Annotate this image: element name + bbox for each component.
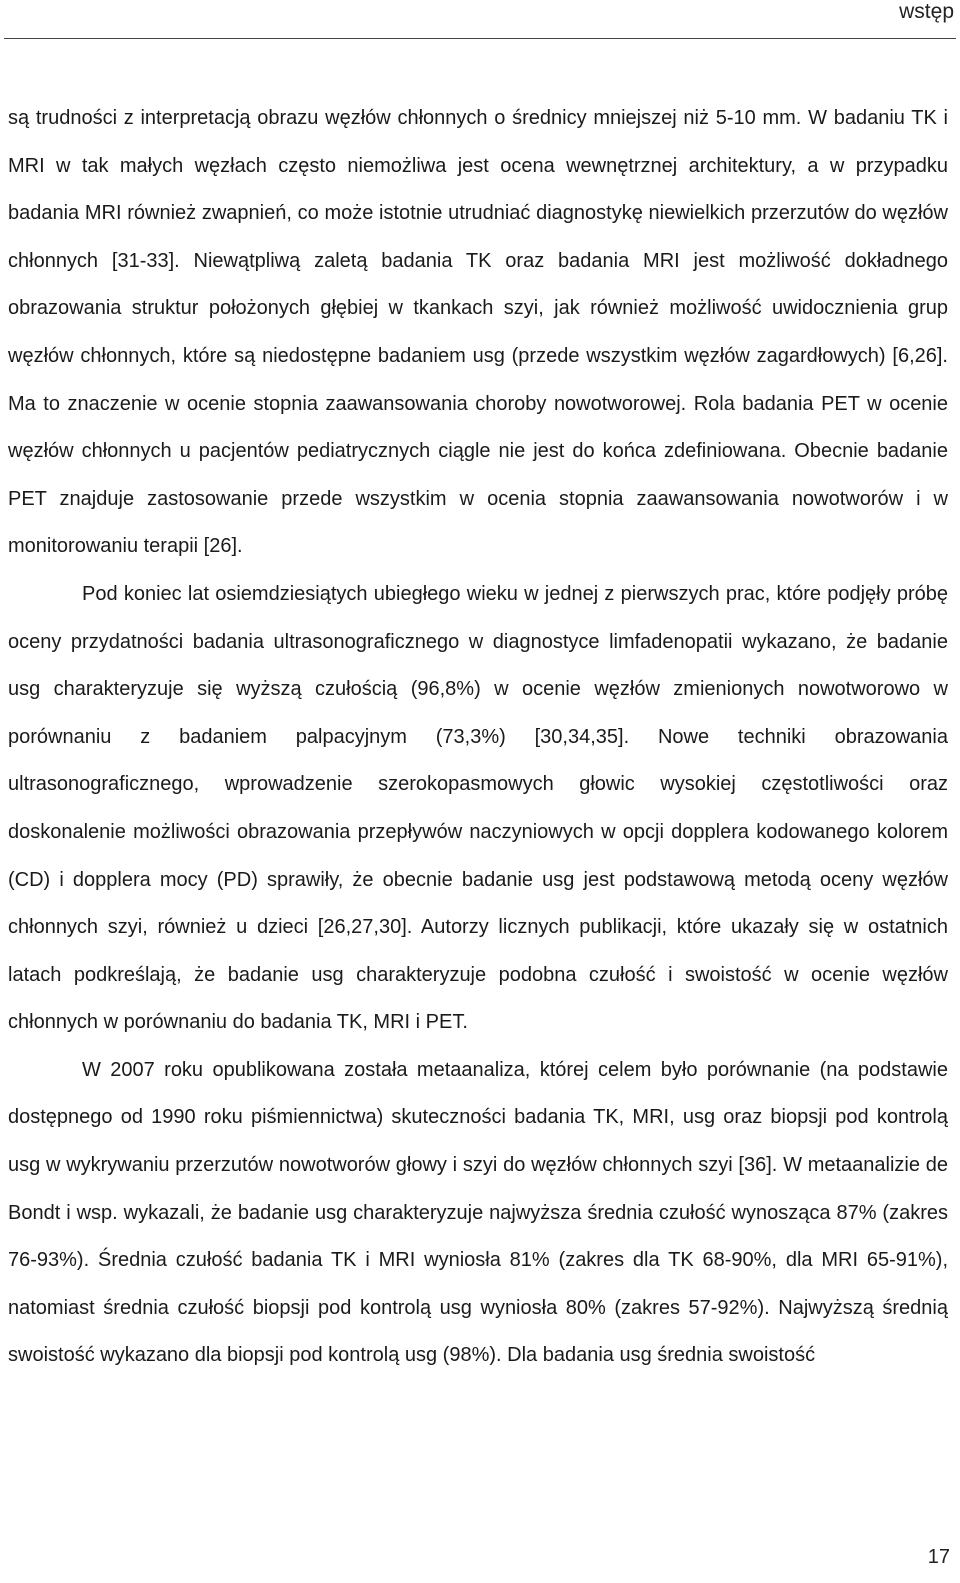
paragraph-3: W 2007 roku opublikowana została metaanaliza, której celem było porównanie (na podstawie dostępnego od 1990 roku piśmiennictwa) skuteczności badania TK, MRI, usg oraz biopsji pod kontrolą usg w wykrywaniu przerzutów nowotworów głowy i szyi do węzłów chłonnych szyi [36]. W metaanalizie de Bondt i wsp. wykazali, że badanie usg charakteryzuje najwyższa średnia czułość wynosząca 87% (zakres 76-93%). Średnia czułość badania TK i MRI wyniosła 81% (zakres dla TK 68-90%, dla MRI 65-91%), natomiast średnia czułość biopsji pod kontrolą usg wyniosła 80% (zakres 57-92%). Najwyższą średnią swoistość wykazano dla biopsji pod kontrolą usg (98%). Dla badania usg średnia swoistość <box>8 1058 948 1367</box>
paragraph-1: są trudności z interpretacją obrazu węzłów chłonnych o średnicy mniejszej niż 5-10 mm. W badaniu TK i MRI w tak małych węzłach często niemożliwa jest ocena wewnętrznej architektury, a w przypadku badania MRI również zwapnień, co może istotnie utrudniać diagnostykę niewielkich przerzutów do węzłów chłonnych [31-33]. Niewątpliwą zaletą badania TK oraz badania MRI jest możliwość dokładnego obrazowania struktur położonych głębiej w tkankach szyi, jak również możliwość uwidocznienia grup węzłów chłonnych, które są niedostępne badaniem usg (przede wszystkim węzłów zagardłowych) [6,26]. Ma to znaczenie w ocenie stopnia zaawansowania choroby nowotworowej. Rola badania PET w ocenie węzłów chłonnych u pacjentów pediatrycznych ciągle nie jest do końca zdefiniowana. Obecnie badanie PET znajduje zastosowanie przede wszystkim w ocenia stopnia zaawansowania nowotworów i w monitorowaniu terapii [26]. <box>8 107 948 558</box>
paragraph-2: Pod koniec lat osiemdziesiątych ubiegłego wieku w jednej z pierwszych prac, które podjęły próbę oceny przydatności badania ultrasonograficznego w diagnostyce limfadenopatii wykazano, że badanie usg charakteryzuje się wyższą czułością (96,8%) w ocenie węzłów zmienionych nowotworowo w porównaniu z badaniem palpacyjnym (73,3%) [30,34,35]. Nowe techniki obrazowania ultrasonograficznego, wprowadzenie szerokopasmowych głowic wysokiej częstotliwości oraz doskonalenie możliwości obrazowania przepływów naczyniowych w opcji dopplera kodowanego kolorem (CD) i dopplera mocy (PD) sprawiły, że obecnie badanie usg jest podstawową metodą oceny węzłów chłonnych szyi, również u dzieci [26,27,30]. Autorzy licznych publikacji, które ukazały się w ostatnich latach podkreślają, że badanie usg charakteryzuje podobna czułość i swoistość w ocenie węzłów chłonnych w porównaniu do badania TK, MRI i PET. <box>8 582 948 1034</box>
header-divider <box>4 38 956 39</box>
page-number: 17 <box>927 1546 950 1568</box>
page-body <box>8 95 948 1380</box>
running-header: wstęp <box>899 0 954 23</box>
